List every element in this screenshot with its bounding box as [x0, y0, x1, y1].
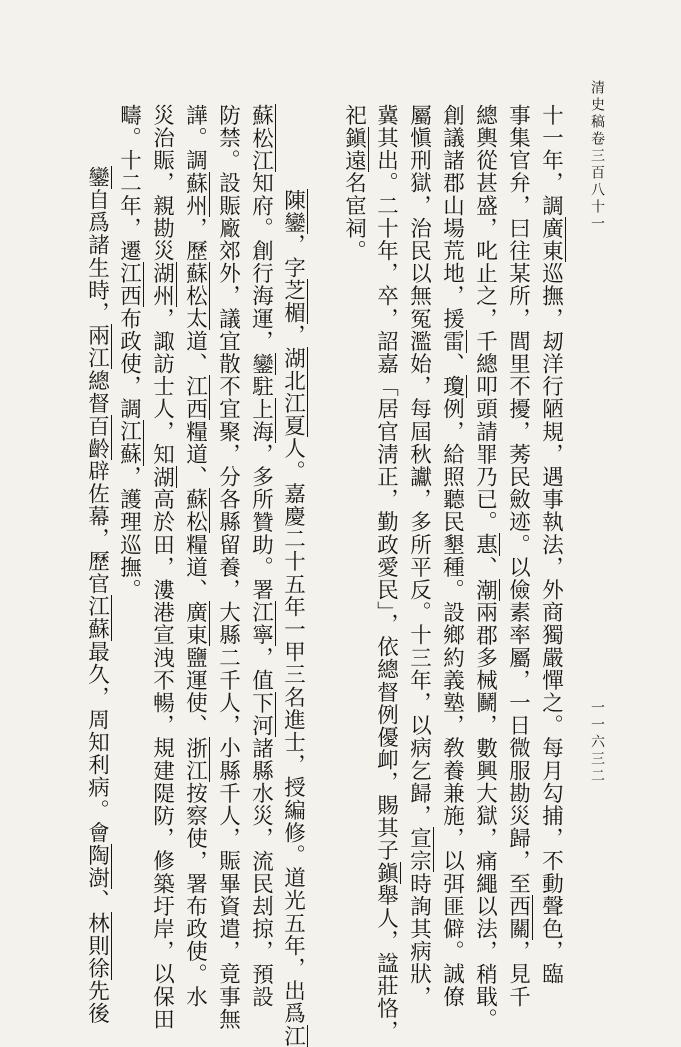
text-run: ，值	[248, 646, 274, 692]
proper-name: 西關	[505, 895, 531, 941]
text-column	[182, 104, 208, 1009]
proper-name: 江西	[116, 262, 142, 308]
text-run: 布政使，調	[116, 307, 142, 421]
proper-name: 蘇	[248, 104, 274, 127]
proper-name: 宣宗	[406, 827, 432, 873]
text-run: 巡撫，刼洋行陋規，遇事執法，外商獨嚴憚之。每月勾捕，不動聲色，臨	[538, 262, 564, 986]
proper-name: 兩江	[84, 324, 110, 370]
running-title: 清史稿卷三百八十一	[589, 80, 605, 233]
text-column	[118, 104, 140, 945]
proper-name: 百齡	[84, 414, 110, 460]
text-run: 時詢其病狀，	[406, 872, 432, 1009]
text-run: ，多所贊助。署	[248, 443, 274, 602]
proper-name: 廣東	[182, 601, 208, 647]
proper-name: 蘇州	[182, 171, 208, 218]
proper-name: 陶澍	[84, 844, 110, 890]
text-run: ，字	[280, 233, 306, 280]
text-run: 總輿從甚盛，叱止之，千總叩頭請罪乃已。	[472, 104, 498, 534]
text-column	[343, 104, 365, 945]
text-run: 糧道、	[182, 533, 208, 602]
text-run: 人。嘉慶二十五年一甲三名進士，授編修。道光五年，出爲	[280, 437, 306, 1025]
text-run: ，歷	[182, 217, 208, 263]
proper-name: 芝楣	[280, 279, 306, 325]
text-run: 創議諸郡山場荒地，援	[439, 104, 465, 330]
text-run: 道、	[182, 330, 208, 376]
text-run: 祀	[341, 104, 367, 127]
text-run: 冀其出。二十年，卒，詔嘉「居官淸正，勤政愛民」，依總督例優卹，賜其子	[373, 104, 399, 862]
text-run: 、	[84, 889, 110, 912]
proper-name: 江夏	[280, 392, 306, 438]
text-run: 糧道、	[182, 420, 208, 489]
proper-name: 蘇松太	[182, 262, 208, 331]
proper-name: 湖州	[149, 262, 175, 308]
text-column	[505, 104, 531, 1009]
text-run: 鹽運使、	[182, 646, 208, 737]
proper-name: 湖	[149, 465, 175, 489]
text-run: 防禁。設賑廠郊外，議宜散不宜聚，分各縣留養，大縣二千人，小縣千人，賑畢資遣，竟事無	[215, 104, 241, 1031]
text-run: 辟佐幕，歷官	[84, 459, 110, 596]
text-run: 諸縣水災，流民刦掠，預設	[248, 736, 274, 1009]
text-column	[215, 104, 241, 1031]
proper-name: 鑾	[84, 166, 110, 189]
proper-name: 林則徐	[84, 911, 110, 980]
proper-name: 江	[280, 1024, 306, 1047]
text-column	[280, 166, 306, 1047]
text-column	[149, 104, 175, 1031]
text-run: 兩郡多械鬭，數興大獄，痛繩以法，稍戢。	[472, 601, 498, 1031]
text-column	[472, 104, 498, 1031]
proper-name: 江寧	[248, 601, 274, 647]
text-run: 災治賑，親勘災	[149, 104, 175, 263]
text-run: 例，給照聽民墾種。設鄉約義塾，敎養兼施，以弭匪僻。誠僚	[439, 397, 465, 1009]
proper-name: 陳鑾	[280, 188, 306, 234]
text-run: 高於田，漊港宣洩不暢，規建隄防，修築圩岸，以保田	[149, 488, 175, 1031]
proper-name: 蘇松	[182, 488, 208, 534]
proper-name: 雷	[439, 330, 465, 353]
text-run	[281, 166, 306, 189]
proper-name: 潮	[472, 578, 498, 602]
text-run: 總督	[84, 369, 110, 415]
text-run: 譁。調	[182, 104, 208, 172]
text-run: 先後	[84, 979, 110, 1025]
text-run: 、	[439, 352, 465, 376]
proper-name: 瓊	[439, 375, 465, 398]
proper-name: 湖北	[280, 346, 306, 393]
page-number: 一一六三二	[589, 700, 605, 785]
text-run: ，見千	[505, 940, 531, 1009]
text-run: 、	[472, 556, 498, 579]
proper-name: 浙江	[182, 736, 208, 783]
text-run: 名宦祠。	[341, 171, 367, 263]
proper-name: 江蘇	[116, 420, 142, 466]
text-column	[406, 104, 432, 1009]
text-run: ，諏訪士人，知	[149, 307, 175, 466]
text-run: ，護理巡撫。	[116, 465, 142, 602]
text-run: 十一年，調	[538, 104, 564, 217]
proper-name: 廣東	[538, 217, 564, 263]
text-run: 事集官弁，曰往某所，閭里不擾，莠民斂迹。以儉素率屬，一日微服勘災歸，至	[505, 104, 531, 895]
text-run: 最久，周知利病。會	[84, 640, 110, 845]
proper-name: 江西	[182, 375, 208, 421]
proper-name: 松江	[248, 126, 274, 172]
proper-name: 鎭	[373, 861, 399, 885]
proper-name: 鑾	[248, 352, 274, 376]
text-run: 知府。創行海運，	[248, 171, 274, 353]
proper-name: 上海	[248, 397, 274, 444]
proper-name: 下河	[248, 691, 274, 737]
proper-name: 惠	[472, 533, 498, 557]
text-column	[538, 104, 564, 986]
proper-name: 江蘇	[84, 595, 110, 641]
text-run: 按察使，署布政使。水	[182, 782, 208, 1009]
text-run: ，	[280, 324, 306, 347]
text-column	[439, 104, 465, 1009]
text-run: 駐	[248, 375, 274, 398]
text-run: 舉人，諡莊恪，	[373, 884, 399, 1043]
text-run: 自爲諸生時，	[84, 188, 110, 325]
text-run: 屬愼刑獄，治民以無冤濫始，每屆秋讞，多所平反。十三年，以病乞歸，	[406, 104, 432, 828]
text-column	[248, 104, 274, 1009]
text-column	[373, 104, 399, 1043]
text-column	[84, 166, 110, 1025]
text-run: 疇。十二年，遷	[116, 104, 142, 263]
proper-name: 鎭遠	[341, 126, 367, 172]
